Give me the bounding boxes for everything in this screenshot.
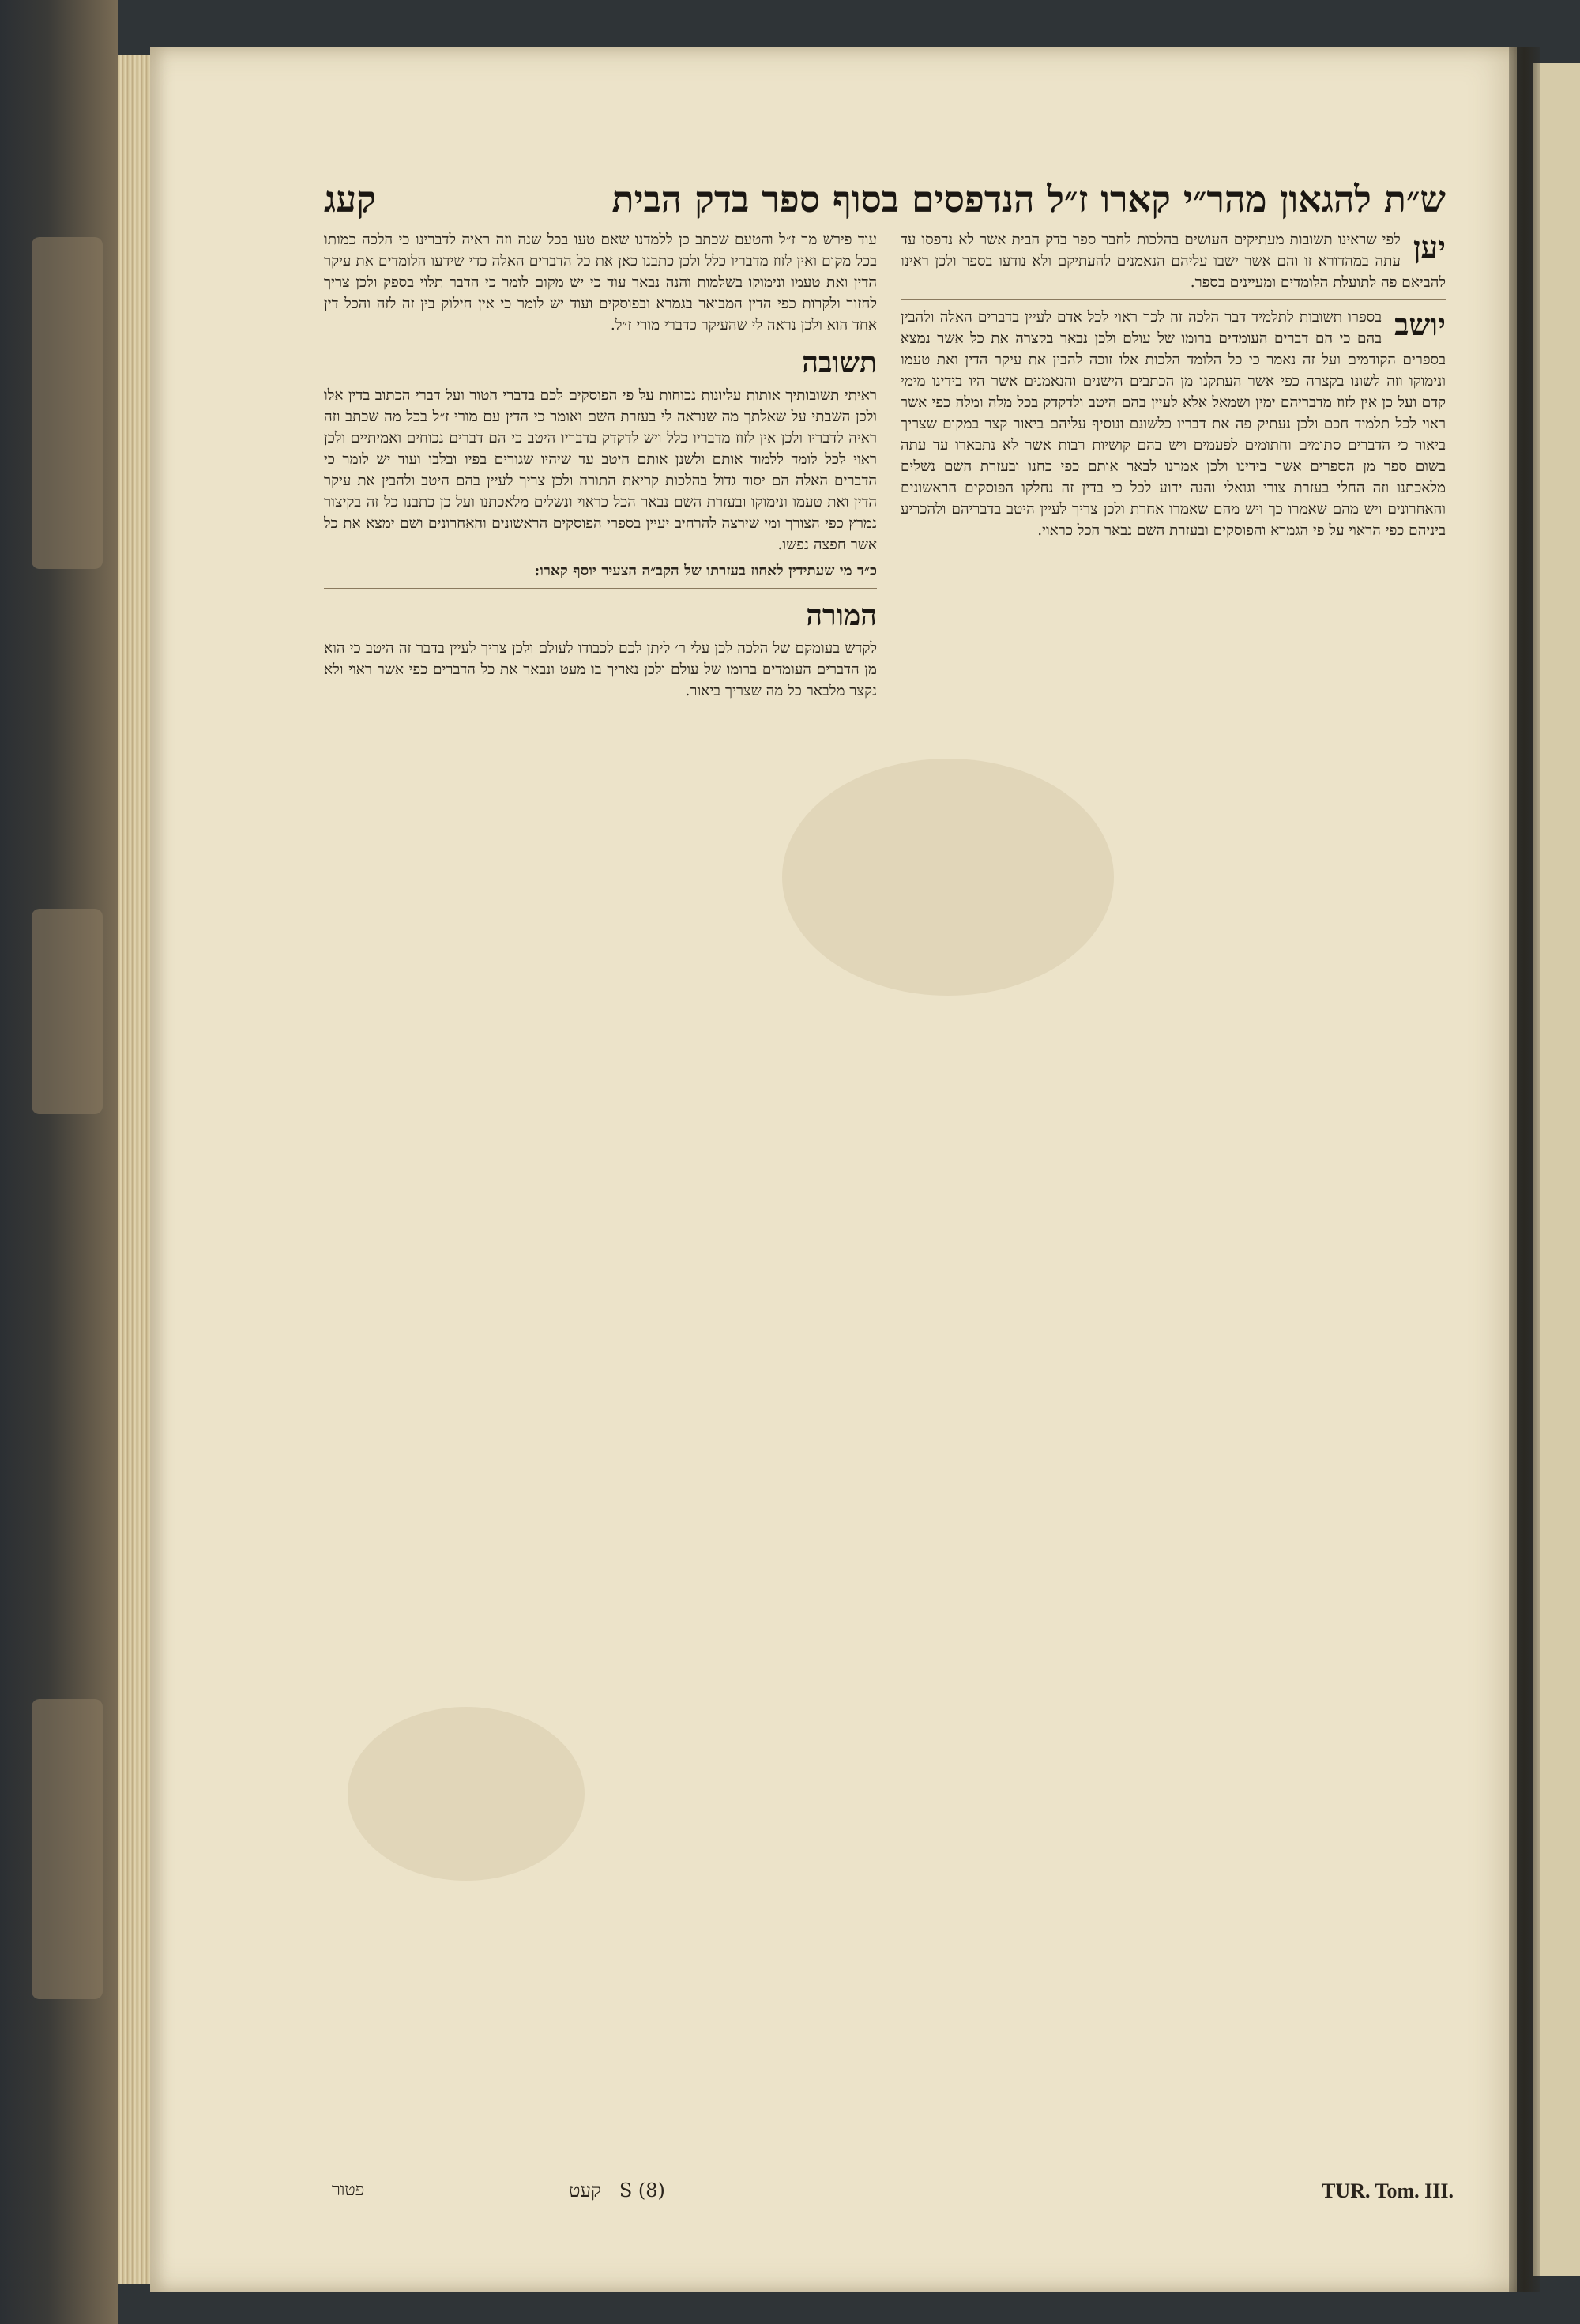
cover-wear — [32, 1699, 103, 1999]
catchword: פטור — [332, 2180, 365, 2200]
cover-wear — [32, 237, 103, 569]
divider — [324, 588, 877, 589]
lead-word: יושב — [1394, 307, 1446, 342]
lead-word: יען — [1413, 229, 1446, 265]
divider — [901, 299, 1446, 300]
bottom-folio-number: קעט — [569, 2179, 601, 2202]
running-title: ש״ת להגאון מהר״י קארו ז״ל הנדפסים בסוף ספר בדק הבית — [611, 178, 1446, 220]
sign-off: כ״ד מי שעתידין לאחוז בעזרתו של הקב״ה הצעיר יוסף קארו: — [534, 563, 877, 579]
folio-number: קעג — [324, 178, 376, 220]
page-footer — [332, 2179, 1454, 2219]
text-column-right — [901, 229, 1446, 2165]
signature-mark: S (8) — [619, 2179, 665, 2202]
cover-wear — [32, 909, 103, 1114]
page-edges — [118, 55, 154, 2284]
bottom-folio — [569, 2179, 665, 2202]
paragraph: עוד פירש מר ז״ל והטעם שכתב כן ללמדנו שאם טעו בכל שנה וזה ראיה לדברינו כי הלכה כמותו בכל מקום ואין לזוז מדבריו כלל ולכן כתבנו כאן את כל הדברים האלה כדי שידעו הלומדים את עיקר הדין ואת טעמו ונימוקו בשלמות והנה נבאר עוד כי יש מקום לומר כי הדבר תלוי בספק ולכן צריך לחזור ולקרות כפי הדין המבואר בגמרא ובפוסקים ועוד יש לומר כי אין חילוק בין זה לזה והכל דין אחד הוא ולכן נראה לי שהעיקר כדברי מורי ז״ל. — [324, 232, 877, 333]
book-cover — [0, 0, 118, 2324]
paragraph: בספרו תשובות לתלמיד דבר הלכה זה לכך ראוי לכל אדם לעיין בדברים האלה ולהבין בהם כי הם דברים העומדים ברומו של עולם ולכן נבאר בקצרה את כל אשר נמצא בספרים הקודמים ועל זה נאמר כי כל הלומד הלכות אלו זוכה להבין את עיקר הדין ואת טעמו ונימוקו וזה לשונו בקצרה כפי אשר העתקנו מן הכתבים הישנים והנאמנים אשר היו בידינו מימי קדם ועל כן אין לזוז מדבריהם ימין ושמאל אלא לעיין בהם היטב ולדקדק בכל מלה ומלה כפי אשר ראוי לכל תלמיד חכם ולכן נעתיק פה את דבריו כלשונם ונוסיף עליהם ביאור קצר במקום שצריך ביאור כי הדברים סתומים וחתומים לפעמים ויש בהם קושיות רבות אשר לא נתבארו עד עתה בשום ספר מן הספרים אשר בידינו ולכן אמרנו לבאר אותם כפי כחנו ובעזרת השם נשלים מלאכתנו וזה החלי בעזרת צורי וגואלי והנה ידוע לכל כי בדין זה נחלקו הפוסקים הראשונים והאחרונים ויש מהם שאמרו כך ויש מהם שאמרו אחרת ולכן צריך לעיין היטב בדבריהם ולהכריע ביניהם כפי הראוי על פי הגמרא והפוסקים ובעזרת השם נבאר הכל כראוי. — [901, 309, 1446, 539]
paragraph: ראיתי תשובותיך אותות עליונות נכוחות על פי הפוסקים לכם בדברי הטור ועל דברי הכתוב בדין אלו ולכן השבתי על שאלתך מה שנראה לי בעזרת השם ואומר כי הדין עם מורי ז״ל בכל מה שכתב וזה ראיה לדבריו ולכן אין לזוז מדבריו כלל ויש לדקדק בדבריו היטב כי הם דברים נכוחים ואמיתיים ולכן ראוי לכל לומד ללמוד אותם ולשנן אותם היטב עד שיהיו שגורים בפיו ובלבו ועוד יש לומר כי הדברים האלה הם יסוד גדול בהלכות קריאת התורה ולכן צריך לעיין בהם היטב ולהבין את עיקר הדין ואת טעמו ונימוקו ובעזרת השם נבאר הכל כראוי ונשלים מלאכתנו ועל כן כתבנו כל זה בקיצור נמרץ כפי הצורך ומי שירצה להרחיב יעיין בספרי הפוסקים הראשונים והאחרונים ושם ימצא את כל אשר חפצה נפשו. — [324, 387, 877, 553]
paragraph: לפי שראינו תשובות מעתיקים העושים בהלכות לחבר ספר בדק הבית אשר לא נדפסו עד עתה במהדורא זו והם אשר ישבו עליהם הנאמנים להעתיקם ולא נודעו בספר ולכן ראינו להביאם פה לתועלת הלומדים ומעיינים בספר. — [901, 232, 1446, 291]
gutter-shadow — [1509, 47, 1540, 2292]
section-heading: תשובה — [802, 346, 877, 379]
paragraph: לקדש בעומקם של הלכה לכן עלי ר׳ ליתן לכם לכבודו לעולם ולכן צריך לעיין בדבר זה היטב כי הוא מן הדברים העומדים ברומו של עולם ולכן נאריך בו מעט ונבאר את כל הדברים כפי אשר ראוי ולא נקצר מלבאר כל מה שצריך ביאור. — [324, 640, 877, 699]
page-header — [324, 178, 1446, 225]
section-heading: המורה — [806, 599, 877, 632]
text-column-left — [324, 229, 877, 2165]
book-signature: TUR. Tom. III. — [1322, 2179, 1454, 2202]
